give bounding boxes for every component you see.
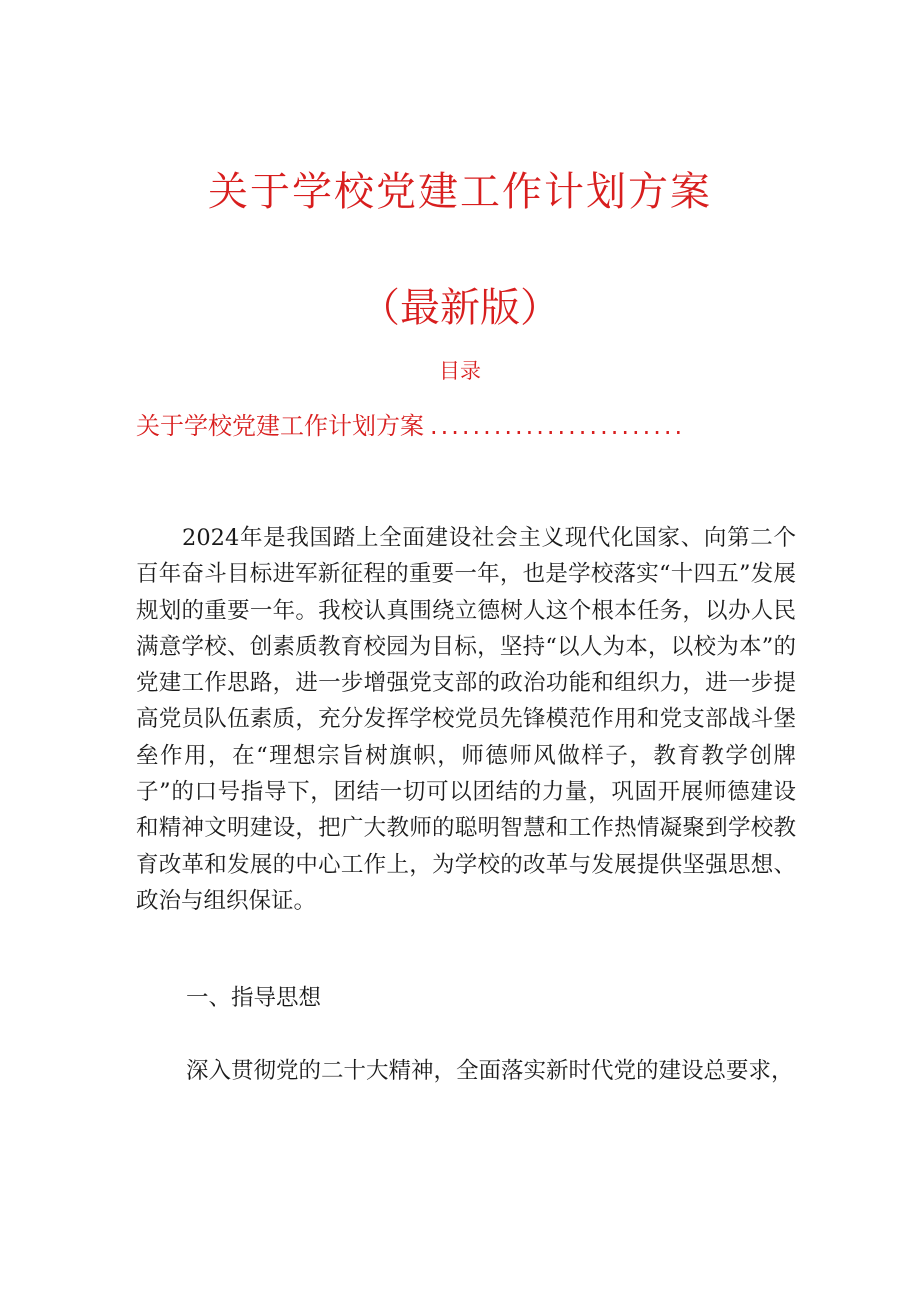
toc-heading: 目录 <box>439 359 481 383</box>
toc-entry-label: 关于学校党建工作计划方案 <box>136 412 424 440</box>
section-heading-guiding-ideology: 一、指导思想 <box>186 985 322 1011</box>
guiding-ideology-paragraph: 深入贯彻党的二十大精神，全面落实新时代党的建设总要求， <box>186 1058 794 1084</box>
toc-entry-leader: ........................ <box>430 412 686 440</box>
document-title: 关于学校党建工作计划方案 <box>208 169 712 215</box>
document-subtitle: （最新版） <box>360 285 560 331</box>
toc-entry-link[interactable] <box>136 406 685 441</box>
intro-paragraph: 2024年是我国踏上全面建设社会主义现代化国家、向第二个百年奋斗目标进军新征程的重要一年，也是学校落实“十四五”发展规划的重要一年。我校认真围绕立德树人这个根本任务，以办人民满意学校、创素质教育校园为目标，坚持“以人为本，以校为本”的党建工作思路，进一步增强党支部的政治功能和组织力，进一步提高党员队伍素质，充分发挥学校党员先锋模范作用和党支部战斗堡垒作用，在“理想宗旨树旗帜，师德师风做样子，教育教学创牌子”的口号指导下，团结一切可以团结的力量，巩固开展师德建设和精神文明建设，把广大教师的聪明智慧和工作热情凝聚到学校教育改革和发展的中心工作上，为学校的改革与发展提供坚强思想、政治与组织保证。 <box>136 525 796 914</box>
